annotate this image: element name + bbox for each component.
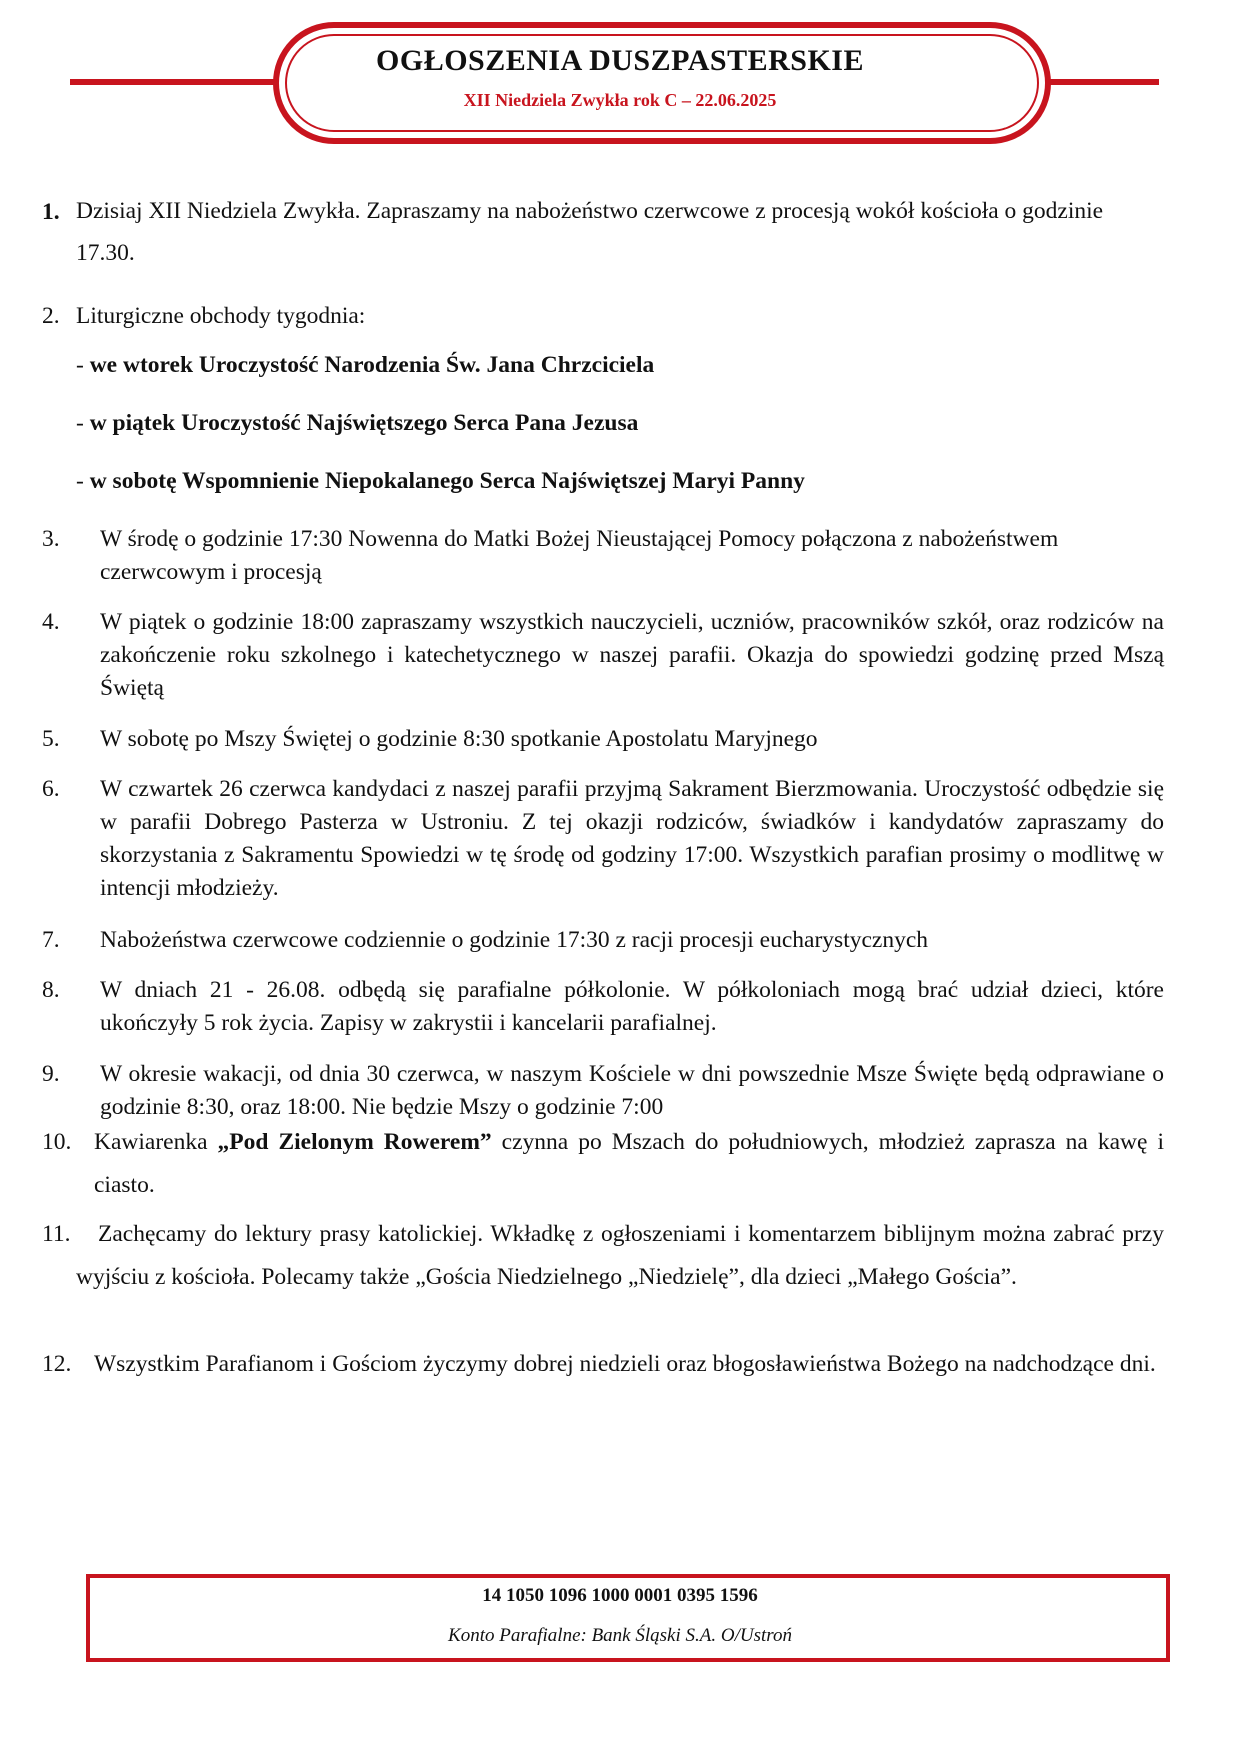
item-text: W środę o godzinie 17:30 Nowenna do Matki Bożej Nieustającej Pomocy połączona z nabożeństwem czerwcowym i procesją — [100, 526, 1059, 585]
item-text: W okresie wakacji, od dnia 30 czerwca, w naszym Kościele w dni powszednie Msze Święte będą odprawiane o godzinie 8:30, oraz 18:00. Nie będzie Mszy o godzinie 7:00 — [100, 1061, 1164, 1120]
item-text-after: czynna po Mszach do południowych, młodzież zaprasza na kawę i ciasto. — [94, 1129, 1164, 1198]
item-number: 11. — [42, 1221, 71, 1247]
item-text: Dzisiaj XII Niedziela Zwykła. Zapraszamy na nabożeństwo czerwcowe z procesją wokół kościoła o godzinie 17.30. — [76, 198, 1104, 266]
subitem-prefix: - — [76, 468, 90, 494]
item-number: 5. — [42, 726, 60, 752]
item-number: 1. — [42, 199, 60, 225]
subitem-3 — [76, 465, 805, 498]
item-text: W sobotę po Mszy Świętej o godzinie 8:30 spotkanie Apostolatu Maryjnego — [100, 726, 818, 752]
item-text: Zachęcamy do lektury prasy katolickiej. Wkładkę z ogłoszeniami i komentarzem biblijnym można zabrać przy wyjściu z kościoła. Polecamy także „Gościa Niedzielnego „Niedzielę”, dla dzieci „Małego Gościa”. — [76, 1221, 1164, 1290]
page-title: OGŁOSZENIA DUSZPASTERSKIE — [376, 44, 864, 77]
subitem-1 — [76, 349, 654, 382]
subitem-2 — [76, 407, 638, 440]
item-text: Nabożeństwa czerwcowe codziennie o godzinie 17:30 z racji procesji eucharystycznych — [100, 927, 929, 953]
subitem-text: w sobotę Wspomnienie Niepokalanego Serca Najświętszej Maryi Panny — [89, 468, 805, 494]
item-text: W czwartek 26 czerwca kandydaci z naszej parafii przyjmą Sakrament Bierzmowania. Uroczystość odbędzie się w parafii Dobrego Pasterza w Ustroniu. Z tej okazji rodziców, świadków i kandydatów zapraszamy do skorzystania z Sakramentu Spowiedzi w tę środę od godziny 17:00. Wszystkich parafian prosimy o modlitwę w intencji młodzieży. — [100, 776, 1164, 901]
header-rule-right — [1032, 79, 1159, 85]
page-subtitle: XII Niedziela Zwykła rok C – 22.06.2025 — [463, 90, 777, 110]
item-number: 7. — [42, 927, 60, 953]
item-text: W dniach 21 - 26.08. odbędą się parafialne półkolonie. W półkoloniach mogą brać udział dzieci, które ukończyły 5 rok życia. Zapisy w zakrystii i kancelarii parafialnej. — [100, 977, 1164, 1036]
item-number: 2. — [42, 303, 60, 329]
item-number: 8. — [42, 977, 60, 1003]
subitem-text: w piątek Uroczystość Najświętszego Serca Pana Jezusa — [89, 410, 639, 436]
subitem-prefix: - — [76, 410, 90, 436]
item-text — [94, 1121, 1164, 1207]
cafe-name: „Pod Zielonym Rowerem” — [217, 1129, 492, 1155]
item-text: Liturgiczne obchody tygodnia: — [76, 303, 366, 329]
item-number: 6. — [42, 776, 60, 802]
bank-label: Konto Parafialne: Bank Śląski S.A. O/Ustroń — [448, 1625, 792, 1646]
item-number: 10. — [42, 1129, 72, 1155]
item-number: 3. — [42, 526, 60, 552]
item-text: Wszystkim Parafianom i Gościom życzymy dobrej niedzieli oraz błogosławieństwa Bożego na nadchodzące dni. — [94, 1351, 1156, 1377]
item-number: 9. — [42, 1061, 60, 1087]
header-rule-left — [70, 79, 290, 85]
item-text-before: Kawiarenka — [94, 1129, 218, 1155]
header-frame — [273, 22, 1051, 144]
item-number: 12. — [42, 1351, 72, 1377]
subitem-prefix: - — [76, 352, 90, 378]
item-number: 4. — [42, 609, 60, 635]
item-text: W piątek o godzinie 18:00 zapraszamy wszystkich nauczycieli, uczniów, pracowników szkół, oraz rodziców na zakończenie roku szkolnego i katechetycznego w naszej parafii. Okazja do spowiedzi godzinę przed Mszą Świętą — [100, 609, 1164, 701]
subitem-text: we wtorek Uroczystość Narodzenia Św. Jana Chrzciciela — [89, 352, 655, 378]
account-number: 14 1050 1096 1000 0001 0395 1596 — [482, 1585, 758, 1606]
